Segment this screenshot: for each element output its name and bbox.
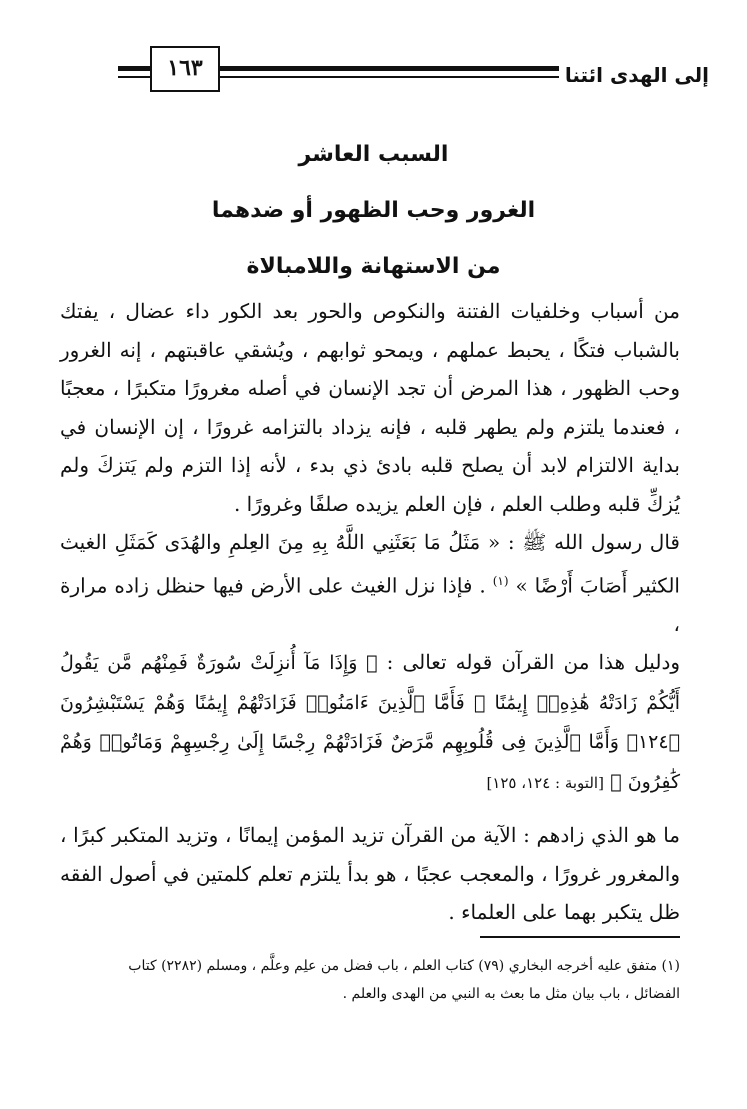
page-number: ١٦٣: [150, 46, 220, 92]
paragraph-1: من أسباب وخلفيات الفتنة والنكوص والحور بعد الكور داء عضال ، يفتك بالشباب فتكًا ، يحبط عملهم ، ويمحو ثوابهم ، ويُشقي عاقبتهم ، إنه الغرور وحب الظهور ، هذا المرض أن تجد الإنسان في أصله مغرورًا متكبرًا ، معجبًا ، فعندما يلتزم ولم يطهر قلبه ، فإنه يزداد بالتزامه غرورًا ، إن الإنسان في بداية الالتزام لابد أن يصلح قلبه بادئ ذي بدء ، لأنه إذا التزم ولم يَتزكَ ولم يُزكِّ قلبه وطلب العلم ، فإن العلم يزيده صلفًا وغرورًا .: [60, 299, 680, 516]
paragraph-2: [60, 523, 680, 643]
quran-verse: ﴿ وَإِذَا مَآ أُنزِلَتْ سُورَةٌ فَمِنْهُم مَّن يَقُولُ أَيُّكُمْ زَادَتْهُ هَٰذِهِۦٓ إِيمَٰنًا ۚ فَأَمَّا ٱلَّذِينَ ءَامَنُوا۟ فَزَادَتْهُمْ إِيمَٰنًا وَهُمْ يَسْتَبْشِرُونَ ﴿١٢٤﴾ وَأَمَّا ٱلَّذِينَ فِى قُلُوبِهِم مَّرَضٌ فَزَادَتْهُمْ رِجْسًا إِلَىٰ رِجْسِهِمْ وَمَاتُوا۟ وَهُمْ كَٰفِرُونَ ﴾: [60, 652, 680, 793]
section-title: السبب العاشر: [298, 142, 449, 167]
footnote-marker: (١): [492, 573, 509, 588]
footnotes: [60, 952, 680, 1008]
footnote-separator: [480, 936, 680, 938]
paragraph-3: [60, 643, 680, 802]
verse-intro: ودليل هذا من القرآن قوله تعالى :: [386, 650, 681, 675]
main-text: [60, 292, 680, 932]
footnote-1-line-1: (١) متفق عليه أخرجه البخاري (٧٩) كتاب العلم ، باب فضل من علِم وعلَّم ، ومسلم (٢٢٨٢) كتاب: [128, 958, 680, 974]
running-title: إلى الهدى ائتنا: [559, 60, 709, 90]
paragraph-2-end: . فإذا نزل الغيث على الأرض فيها حنظل زاده مرارة ،: [60, 573, 680, 636]
section-subtitle-2: من الاستهانة واللامبالاة: [246, 254, 501, 279]
hadith-text: قال رسول الله ﷺ : « مَثَلُ مَا بَعَثَنِي اللَّهُ بِهِ مِنَ العِلمِ والهُدَى كَمَثَلِ الغيث الكثير أَصَابَ أَرْضًا »: [60, 530, 680, 598]
paragraph-4: ما هو الذي زادهم : الآية من القرآن تزيد المؤمن إيمانًا ، وتزيد المتكبر كبرًا ، والمغرور غرورًا ، والمعجب عجبًا ، هو بدأ يلتزم تعلم كلمتين في أصول الفقه ظل يتكبر بهما على العلماء .: [60, 823, 680, 925]
section-subtitle: الغرور وحب الظهور أو ضدهما: [211, 198, 536, 223]
footnote-1-line-2: الفضائل ، باب بيان مثل ما بعث به النبي من الهدى والعلم .: [342, 986, 680, 1002]
verse-reference: [التوبة : ١٢٤، ١٢٥]: [486, 773, 604, 792]
